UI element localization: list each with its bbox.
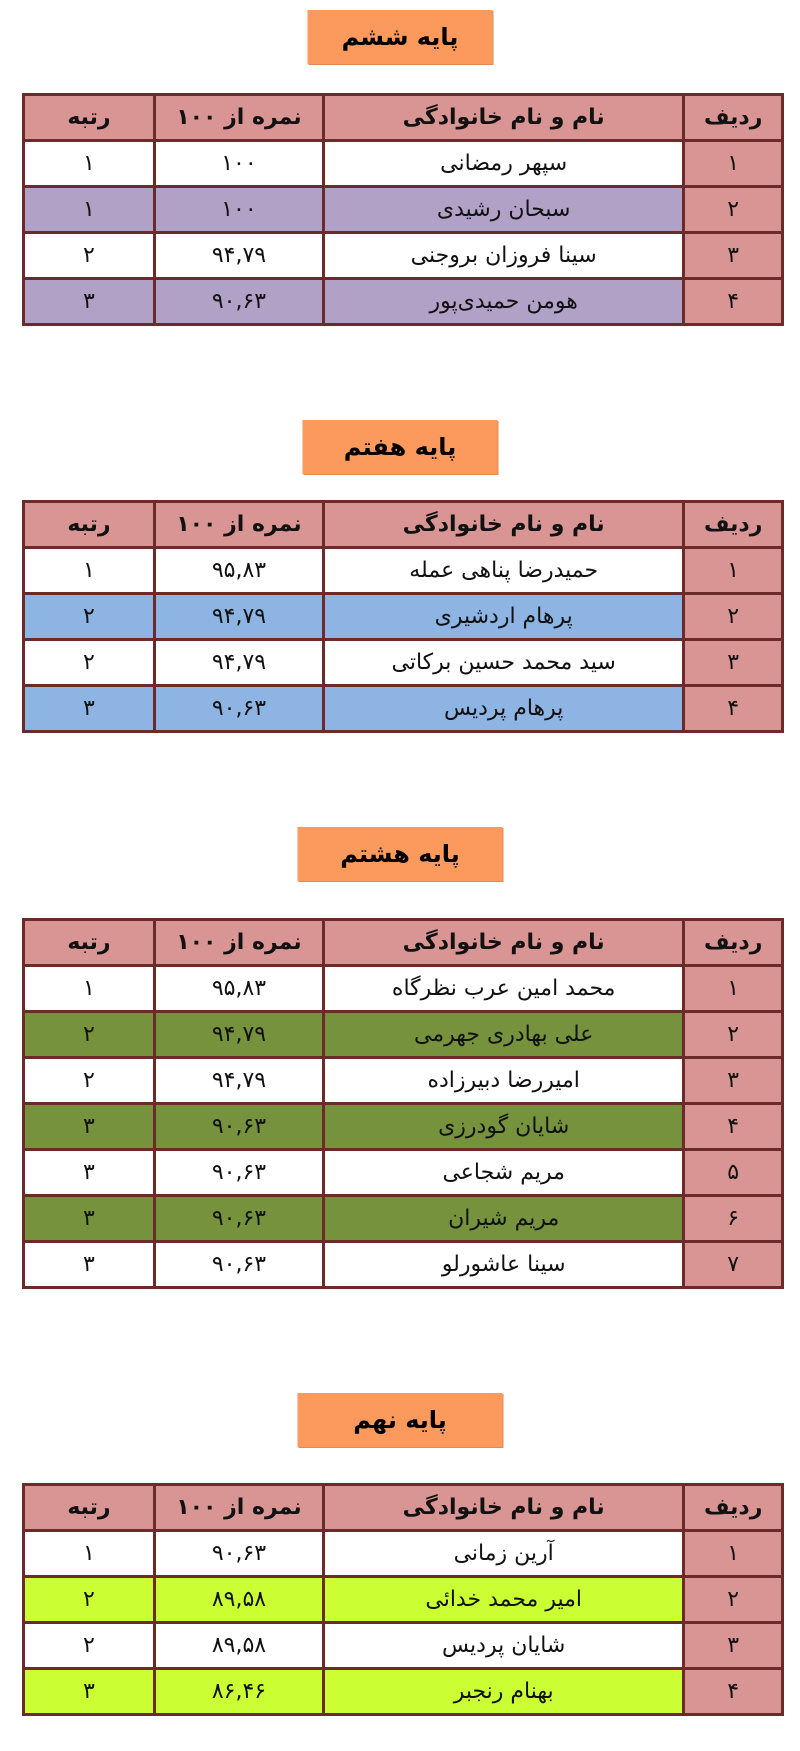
table-row bbox=[24, 1104, 783, 1150]
row-rank: ۱ bbox=[24, 548, 155, 594]
row-score: ۹۰,۶۳ bbox=[154, 1104, 323, 1150]
header-name: نام و نام خانوادگی bbox=[324, 1485, 684, 1531]
row-rank: ۳ bbox=[24, 1196, 155, 1242]
header-score: نمره از ۱۰۰ bbox=[154, 95, 323, 141]
table-row bbox=[24, 233, 783, 279]
row-index: ۲ bbox=[684, 187, 783, 233]
table-header-row bbox=[24, 1485, 783, 1531]
table-row bbox=[24, 686, 783, 732]
row-score: ۹۰,۶۳ bbox=[154, 1242, 323, 1288]
row-rank: ۳ bbox=[24, 686, 155, 732]
row-rank: ۱ bbox=[24, 1531, 155, 1577]
table-header-row bbox=[24, 95, 783, 141]
table-row bbox=[24, 640, 783, 686]
grade-8-title: پایه هشتم bbox=[298, 827, 503, 881]
header-index: ردیف bbox=[684, 95, 783, 141]
row-index: ۲ bbox=[684, 1012, 783, 1058]
row-index: ۱ bbox=[684, 1531, 783, 1577]
row-score: ۹۴,۷۹ bbox=[154, 640, 323, 686]
header-index: ردیف bbox=[684, 920, 783, 966]
row-rank: ۲ bbox=[24, 1012, 155, 1058]
row-rank: ۲ bbox=[24, 1058, 155, 1104]
row-score: ۹۴,۷۹ bbox=[154, 1058, 323, 1104]
row-name: مریم شیران bbox=[324, 1196, 684, 1242]
header-name: نام و نام خانوادگی bbox=[324, 920, 684, 966]
row-name: امیررضا دبیرزاده bbox=[324, 1058, 684, 1104]
header-index: ردیف bbox=[684, 1485, 783, 1531]
row-rank: ۳ bbox=[24, 1669, 155, 1715]
table-row bbox=[24, 1058, 783, 1104]
row-rank: ۲ bbox=[24, 1623, 155, 1669]
row-rank: ۲ bbox=[24, 594, 155, 640]
row-index: ۱ bbox=[684, 966, 783, 1012]
row-score: ۹۰,۶۳ bbox=[154, 1531, 323, 1577]
row-index: ۴ bbox=[684, 686, 783, 732]
row-name: حمیدرضا پناهی عمله bbox=[324, 548, 684, 594]
row-index: ۳ bbox=[684, 233, 783, 279]
row-score: ۸۶,۴۶ bbox=[154, 1669, 323, 1715]
grade-7-title: پایه هفتم bbox=[303, 420, 498, 474]
row-rank: ۳ bbox=[24, 1150, 155, 1196]
row-score: ۹۵,۸۳ bbox=[154, 548, 323, 594]
row-index: ۴ bbox=[684, 1104, 783, 1150]
row-rank: ۳ bbox=[24, 1242, 155, 1288]
row-index: ۴ bbox=[684, 279, 783, 325]
row-name: آرین زمانی bbox=[324, 1531, 684, 1577]
grade-8-table bbox=[22, 918, 784, 1289]
row-index: ۱ bbox=[684, 141, 783, 187]
row-name: مریم شجاعی bbox=[324, 1150, 684, 1196]
row-name: پرهام اردشیری bbox=[324, 594, 684, 640]
table-row bbox=[24, 1150, 783, 1196]
grade-9-title: پایه نهم bbox=[298, 1393, 503, 1447]
row-name: بهنام رنجبر bbox=[324, 1669, 684, 1715]
header-rank: رتبه bbox=[24, 502, 155, 548]
row-index: ۳ bbox=[684, 640, 783, 686]
grade-9-table bbox=[22, 1483, 784, 1716]
table-row bbox=[24, 1577, 783, 1623]
grade-7-table bbox=[22, 500, 784, 733]
row-name: سپهر رمضانی bbox=[324, 141, 684, 187]
row-rank: ۱ bbox=[24, 141, 155, 187]
row-score: ۹۰,۶۳ bbox=[154, 686, 323, 732]
table-row bbox=[24, 1669, 783, 1715]
row-rank: ۳ bbox=[24, 1104, 155, 1150]
row-score: ۹۴,۷۹ bbox=[154, 233, 323, 279]
grade-6-table bbox=[22, 93, 784, 326]
row-index: ۳ bbox=[684, 1623, 783, 1669]
header-name: نام و نام خانوادگی bbox=[324, 502, 684, 548]
header-score: نمره از ۱۰۰ bbox=[154, 502, 323, 548]
row-rank: ۱ bbox=[24, 966, 155, 1012]
row-rank: ۳ bbox=[24, 279, 155, 325]
row-name: هومن حمیدی‌پور bbox=[324, 279, 684, 325]
table-header-row bbox=[24, 502, 783, 548]
table-row bbox=[24, 1623, 783, 1669]
row-rank: ۲ bbox=[24, 1577, 155, 1623]
row-index: ۶ bbox=[684, 1196, 783, 1242]
row-index: ۱ bbox=[684, 548, 783, 594]
row-rank: ۲ bbox=[24, 233, 155, 279]
row-name: علی بهادری جهرمی bbox=[324, 1012, 684, 1058]
table-row bbox=[24, 141, 783, 187]
row-score: ۸۹,۵۸ bbox=[154, 1577, 323, 1623]
row-rank: ۲ bbox=[24, 640, 155, 686]
row-index: ۵ bbox=[684, 1150, 783, 1196]
row-name: محمد امین عرب نظرگاه bbox=[324, 966, 684, 1012]
row-score: ۹۰,۶۳ bbox=[154, 1196, 323, 1242]
row-score: ۹۴,۷۹ bbox=[154, 594, 323, 640]
row-name: امیر محمد خدائی bbox=[324, 1577, 684, 1623]
row-rank: ۱ bbox=[24, 187, 155, 233]
row-name: سید محمد حسین برکاتی bbox=[324, 640, 684, 686]
table-row bbox=[24, 548, 783, 594]
table-row bbox=[24, 1242, 783, 1288]
row-score: ۹۵,۸۳ bbox=[154, 966, 323, 1012]
table-row bbox=[24, 1196, 783, 1242]
table-header-row bbox=[24, 920, 783, 966]
row-score: ۹۰,۶۳ bbox=[154, 1150, 323, 1196]
row-score: ۱۰۰ bbox=[154, 141, 323, 187]
header-index: ردیف bbox=[684, 502, 783, 548]
header-rank: رتبه bbox=[24, 1485, 155, 1531]
grade-6-title: پایه ششم bbox=[308, 10, 493, 64]
table-row bbox=[24, 966, 783, 1012]
row-index: ۳ bbox=[684, 1058, 783, 1104]
row-name: سینا عاشورلو bbox=[324, 1242, 684, 1288]
row-index: ۷ bbox=[684, 1242, 783, 1288]
row-score: ۸۹,۵۸ bbox=[154, 1623, 323, 1669]
table-row bbox=[24, 279, 783, 325]
header-name: نام و نام خانوادگی bbox=[324, 95, 684, 141]
row-name: شایان پردیس bbox=[324, 1623, 684, 1669]
row-name: سینا فروزان بروجنی bbox=[324, 233, 684, 279]
header-score: نمره از ۱۰۰ bbox=[154, 920, 323, 966]
row-score: ۹۰,۶۳ bbox=[154, 279, 323, 325]
row-name: پرهام پردیس bbox=[324, 686, 684, 732]
header-rank: رتبه bbox=[24, 95, 155, 141]
table-row bbox=[24, 187, 783, 233]
table-row bbox=[24, 594, 783, 640]
row-name: شایان گودرزی bbox=[324, 1104, 684, 1150]
row-score: ۱۰۰ bbox=[154, 187, 323, 233]
table-row bbox=[24, 1531, 783, 1577]
row-index: ۲ bbox=[684, 1577, 783, 1623]
table-row bbox=[24, 1012, 783, 1058]
row-index: ۲ bbox=[684, 594, 783, 640]
header-rank: رتبه bbox=[24, 920, 155, 966]
row-score: ۹۴,۷۹ bbox=[154, 1012, 323, 1058]
row-index: ۴ bbox=[684, 1669, 783, 1715]
row-name: سبحان رشیدی bbox=[324, 187, 684, 233]
header-score: نمره از ۱۰۰ bbox=[154, 1485, 323, 1531]
